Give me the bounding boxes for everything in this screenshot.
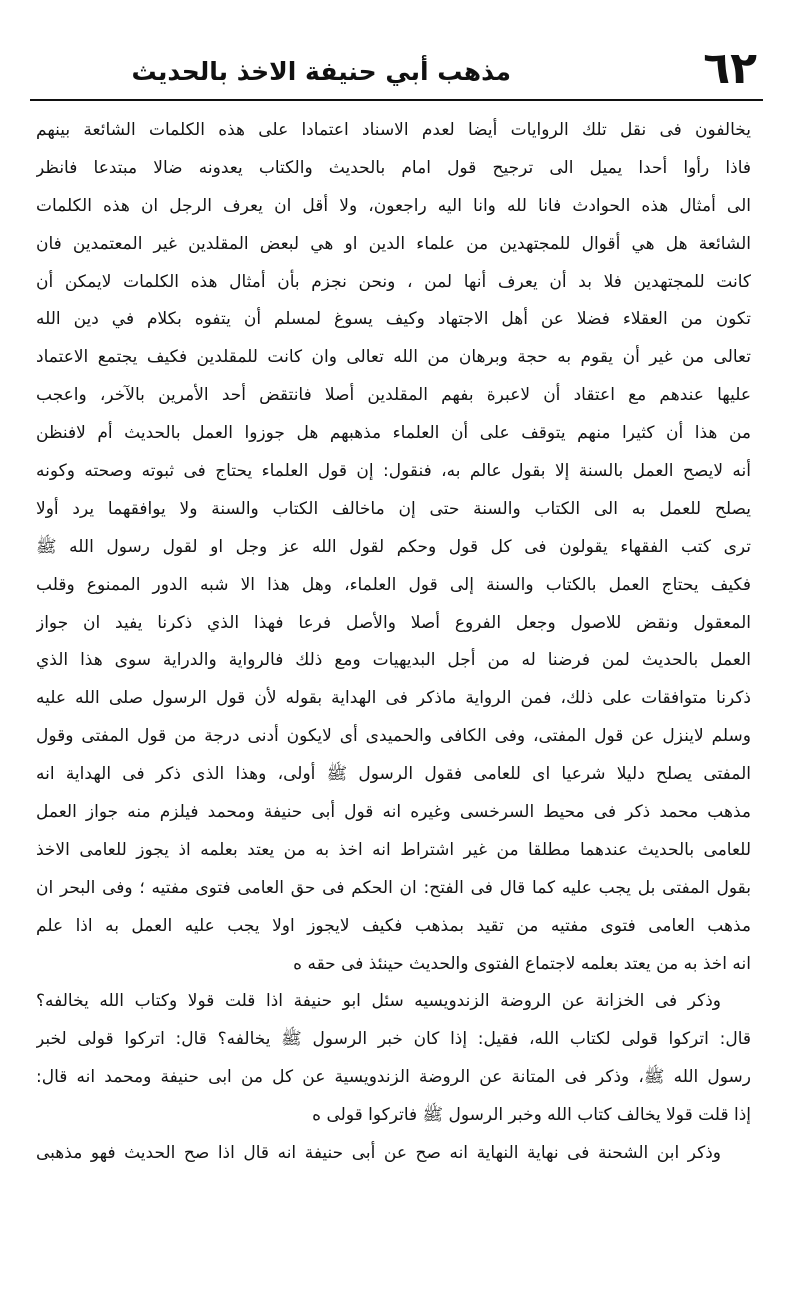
- body-text: [36, 112, 751, 1173]
- text-line: عليها عندهم مع اعتقاد أن لاعبرة بفهم المقلدين أصلا فانتقض أحد الأمرين بالآخر، واعجب: [36, 385, 751, 406]
- text-line: وسلم لاينزل عن قول المفتی، وفی الكافی والحميدی أی لايكون أدنى درجة من قول المفتی وقول: [36, 726, 751, 747]
- text-line: تكون من العقلاء فضلا عن أهل الاجتهاد وكيف يسوغ لمسلم أن يتفوه بكلام في دين الله: [36, 309, 751, 330]
- text-line: أنه لايصح العمل بالسنة إلا بقول عالم به، فنقول: إن قول العلماء يحتاج فی ثبوته وصحته وكونه: [36, 461, 751, 482]
- text-line: ذكرنا متوافقات على ذلك، فمن الرواية ماذكر فی الهداية بقوله لأن قول الرسول صلى الله عليه: [36, 688, 751, 709]
- text-line: وذكر ابن الشحنة فی نهاية النهاية انه صح عن أبی حنيفة انه قال اذا صح الحديث فهو مذهبی: [36, 1143, 721, 1164]
- text-line: قال: اتركوا قولی لكتاب الله، فقيل: إذا كان خبر الرسول ﷺ يخالفه؟ قال: اتركوا قولی لخبر: [36, 1029, 751, 1050]
- page-number: ٦٢: [703, 43, 757, 94]
- page-header: [30, 40, 763, 98]
- text-line: المعقول ونقض للاصول وجعل الفروع أصلا والأصل فرعا فهذا الذي ذكرنا يفيد ان جواز: [36, 612, 751, 633]
- text-line: فاذا رأوا أحدا يميل الى ترجيح قول امام بالحديث والكتاب يعدونه ضالا مبتدعا فانظر: [36, 157, 751, 178]
- text-line: الى أمثال هذه الحوادث فانا لله وانا اليه راجعون، ولا أقل ان يعرف الرجل ان هذه الكلمات: [36, 195, 751, 216]
- text-line: تعالى من غير أن يقوم به حجة وبرهان من الله تعالى وان كانت للمقلدين فكيف يجتمع الاعتماد: [36, 347, 751, 368]
- text-line: إذا قلت قولا يخالف كتاب الله وخبر الرسول ﷺ فاتركوا قولی ه: [312, 1105, 751, 1126]
- header-rule: [30, 99, 763, 101]
- running-title: مذهب أبي حنيفة الاخذ بالحديث: [131, 57, 511, 86]
- text-line: يخالفون فی نقل تلك الروايات أيضا لعدم الاسناد اعتمادا على هذه الكلمات الشائعة بينهم: [36, 120, 751, 140]
- text-line: المفتی يصلح دليلا شرعيا ای للعامی فقول الرسول ﷺ أولى، وهذا الذی ذكر فی الهداية انه: [36, 764, 751, 785]
- text-line: فكيف يحتاج العمل بالكتاب والسنة إلى قول العلماء، وهل هذا الا شبه الدور الممنوع وقلب: [36, 574, 751, 595]
- text-line: ترى كتب الفقهاء يقولون فی كل قول وحكم لقول الله عز وجل او لقول رسول الله ﷺ: [36, 536, 751, 557]
- text-line: مذهب محمد ذكر فی محيط السرخسی وغيره انه قول أبی حنيفة ومحمد فيلزم منه جواز العمل: [36, 802, 751, 823]
- text-line: للعامی بالحديث عندهما مطلقا من غير اشتراط انه اخذ به من يعتد بعلمه اذ يجوز للعامی الاخذ: [36, 839, 751, 860]
- text-line: بقول المفتی بل يجب عليه كما قال فی الفتح: ان الحكم فی حق العامی فتوى مفتيه ؛ وفی البحر ان: [36, 877, 751, 898]
- text-line: وذكر فی الخزانة عن الروضة الزندويسيه سئل ابو حنيفة اذا قلت قولا وكتاب الله يخالفه؟: [36, 991, 721, 1012]
- text-line: مذهب العامی فتوى مفتيه من تقيد بمذهب فكيف لايجوز اولا يجب عليه العمل به اذا علم: [36, 915, 751, 936]
- text-line: الشائعة هل هي أقوال للمجتهدين من علماء الدين او هي لبعض المقلدين غير المعتمدين فان: [36, 233, 751, 254]
- text-line: كانت للمجتهدين فلا بد أن يعرف أنها لمن ، ونحن نجزم بأن أمثال هذه الكلمات لايمكن أن: [36, 271, 751, 292]
- text-line: من هذا أن كثيرا منهم يتوقف على أن العلماء مذهبهم هل جوزوا العمل بالحديث أم لافنظن: [36, 423, 751, 444]
- text-line: رسول الله ﷺ، وذكر فی المتانة عن الروضة الزندويسية عن كل من ابی حنيفة ومحمد انه قال:: [36, 1067, 751, 1088]
- text-line: يصلح للعمل به الى الكتاب والسنة حتى إن ماخالف الكتاب والسنة ولا يوافقهما يرد أولا: [36, 498, 751, 519]
- text-line: انه اخذ به من يعتد بعلمه لاجتماع الفتوى والحديث حينئذ فی حقه ه: [293, 953, 751, 974]
- text-line: العمل بالحديث لمن فرضنا له من أجل البديهيات ومع ذلك فالرواية والدراية سوى هذا الذي: [36, 650, 751, 671]
